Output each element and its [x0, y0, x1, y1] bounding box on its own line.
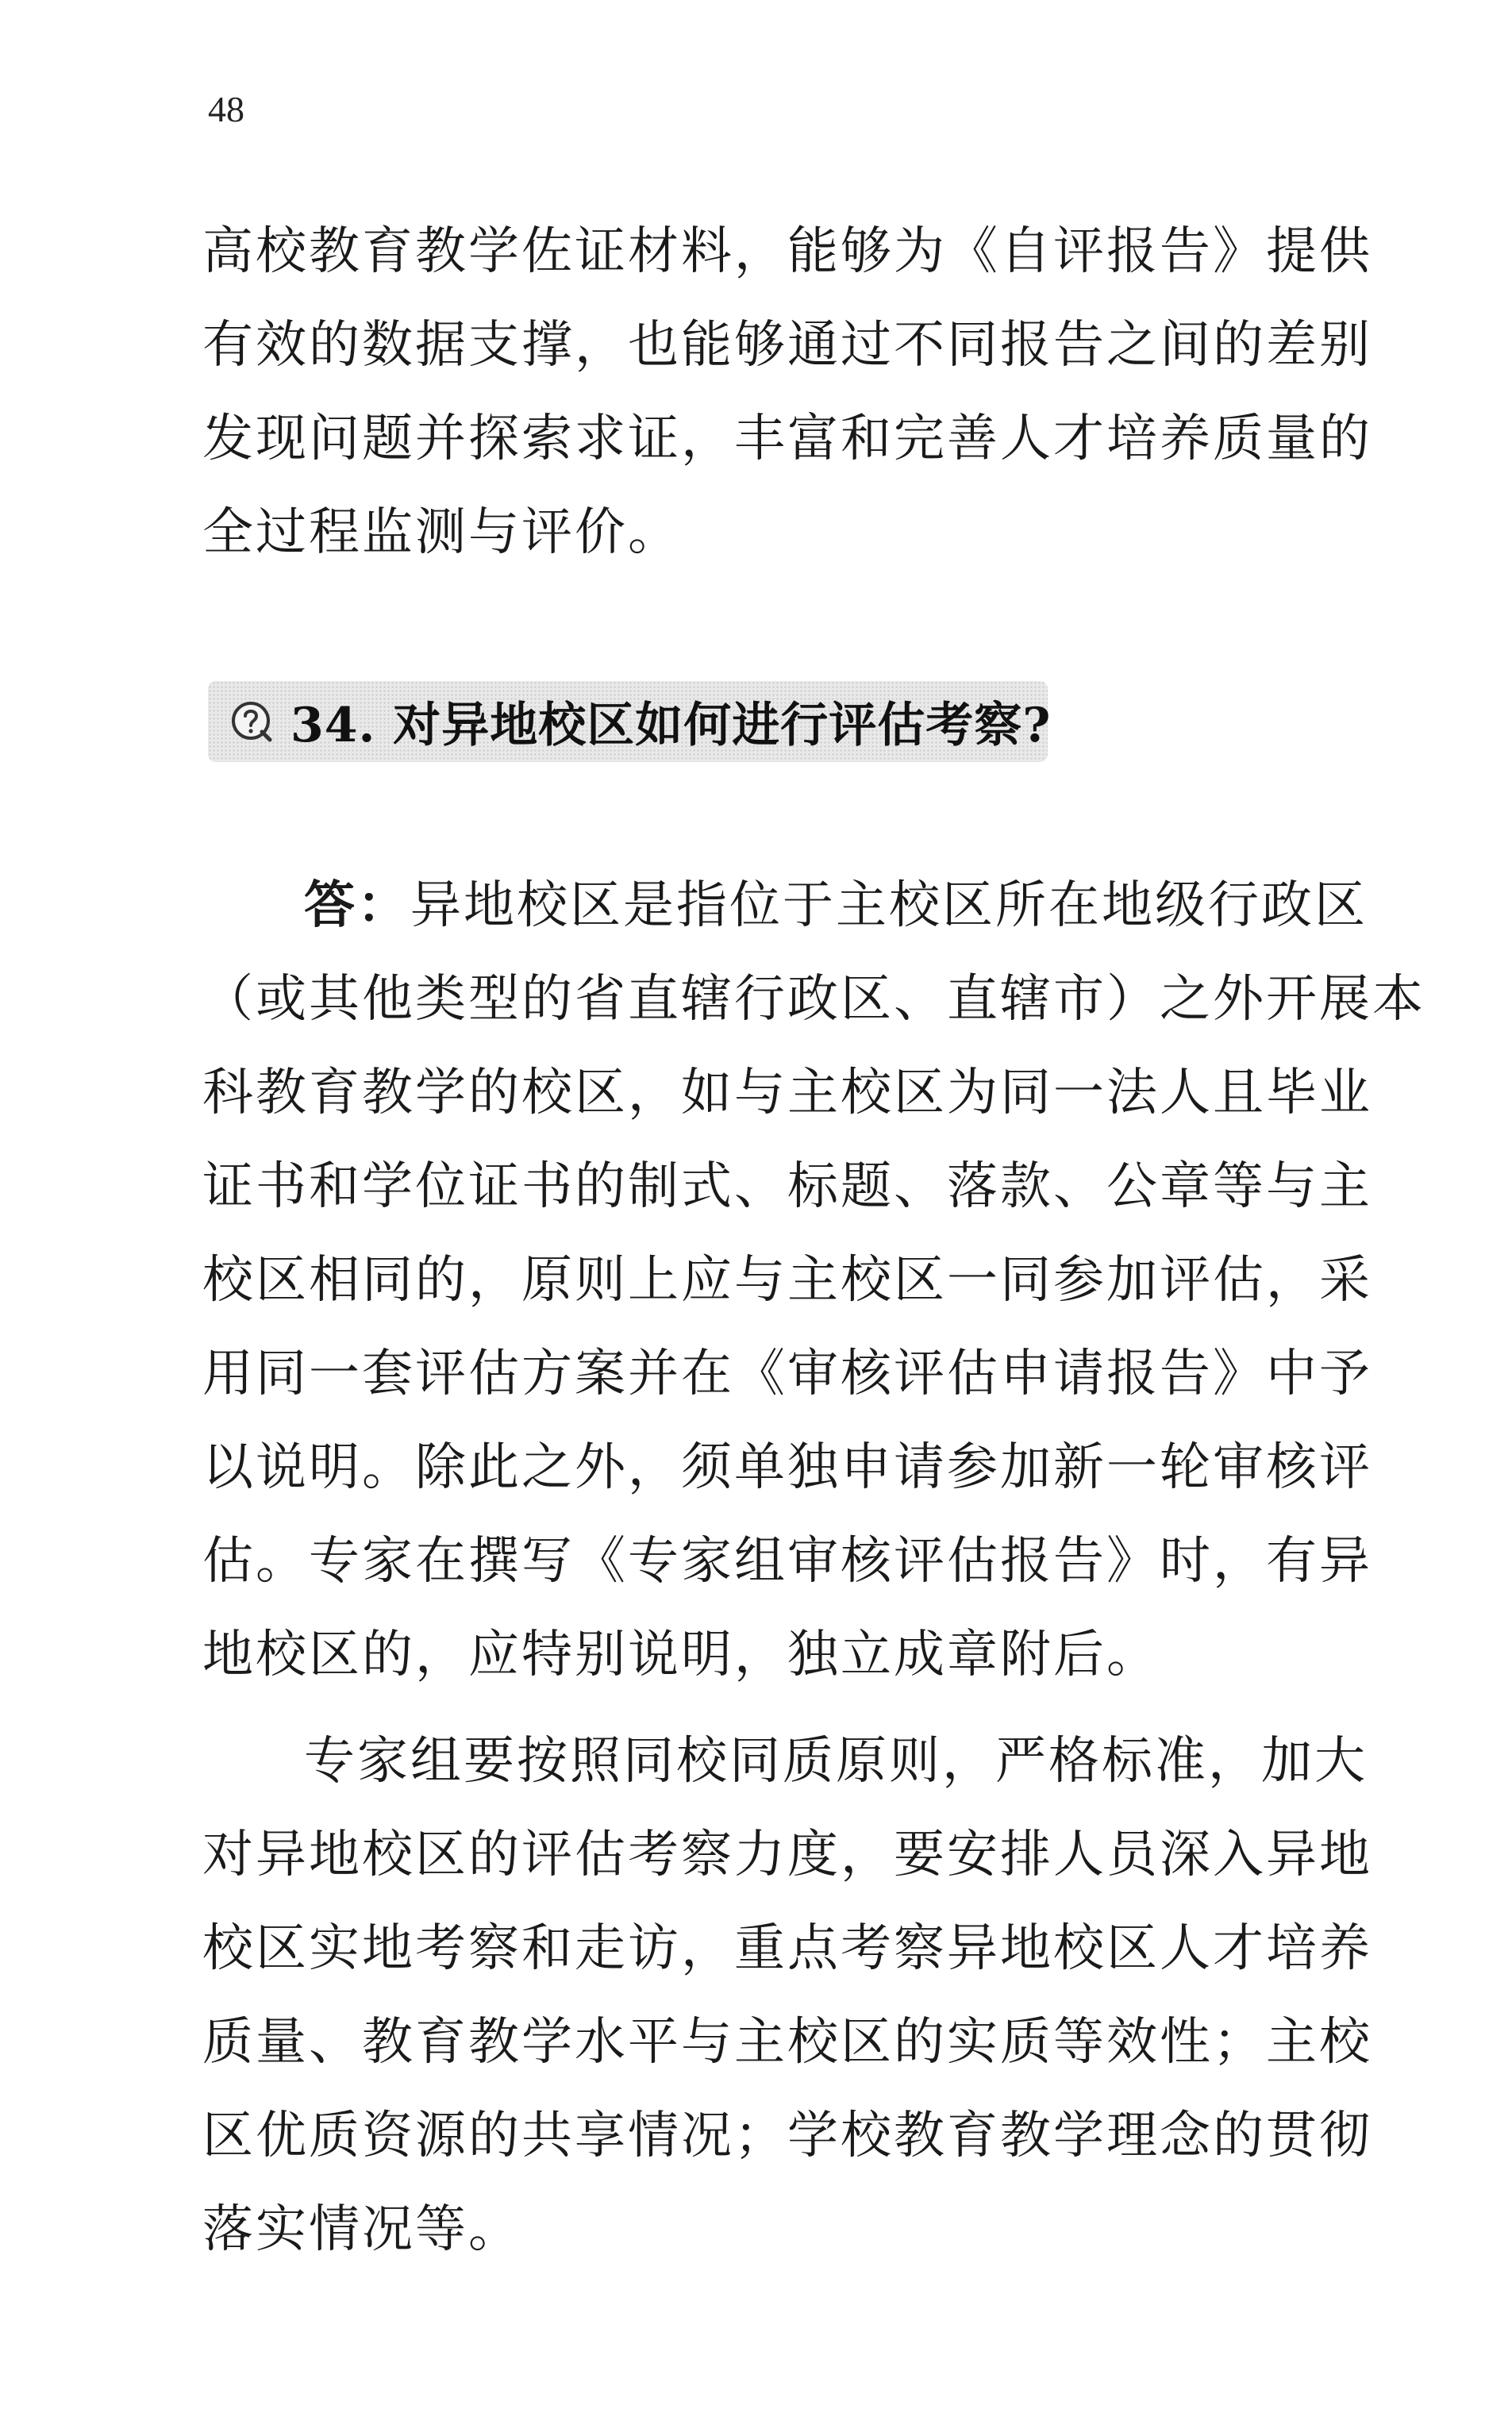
question-title: 34. 对异地校区如何进行评估考察?	[290, 698, 1052, 753]
text-line: 发现问题并探索求证，丰富和完善人才培养质量的	[202, 410, 1372, 468]
question-banner	[208, 681, 1052, 762]
page-number: 48	[208, 89, 244, 129]
text-line: 科教育教学的校区，如与主校区为同一法人且毕业	[202, 1064, 1372, 1122]
text-line: 全过程监测与评价。	[202, 503, 681, 562]
text-line: （或其他类型的省直辖行政区、直辖市）之外开展本	[202, 970, 1425, 1029]
text-line: 质量、教育教学水平与主校区的实质等效性；主校	[202, 2013, 1372, 2072]
intro-paragraph	[202, 205, 1372, 579]
text-line: 有效的数据支撑，也能够通过不同报告之间的差别	[202, 316, 1372, 375]
text-line: 校区实地考察和走访，重点考察异地校区人才培养	[202, 1919, 1372, 1978]
text-line	[202, 859, 1368, 952]
text-line: 以说明。除此之外，须单独申请参加新一轮审核评	[202, 1438, 1372, 1497]
text-line: 校区相同的，原则上应与主校区一同参加评估，采	[202, 1251, 1372, 1310]
text-line: 落实情况等。	[202, 2200, 521, 2259]
final-first-line: 专家组要按照同校同质原则，严格标准，加大	[304, 1732, 1368, 1791]
text-line: 估。专家在撰写《专家组审核评估报告》时，有异	[202, 1532, 1372, 1591]
text-line: 高校教育教学佐证材料，能够为《自评报告》提供	[202, 222, 1372, 281]
question-mark-icon	[229, 698, 275, 745]
answer-label: 答：	[304, 875, 410, 935]
text-line: 证书和学位证书的制式、标题、落款、公章等与主	[202, 1157, 1372, 1216]
text-line	[202, 1714, 1368, 1808]
answer-first-line: 异地校区是指位于主校区所在地级行政区	[410, 876, 1368, 935]
text-line: 区优质资源的共享情况；学校教育教学理念的贯彻	[202, 2107, 1372, 2165]
text-line: 用同一套评估方案并在《审核评估申请报告》中予	[202, 1345, 1372, 1403]
answer-paragraph	[202, 859, 1425, 1702]
final-paragraph	[202, 1714, 1372, 2276]
text-line: 地校区的，应特别说明，独立成章附后。	[202, 1626, 1160, 1684]
text-line: 对异地校区的评估考察力度，要安排人员深入异地	[202, 1826, 1372, 1884]
